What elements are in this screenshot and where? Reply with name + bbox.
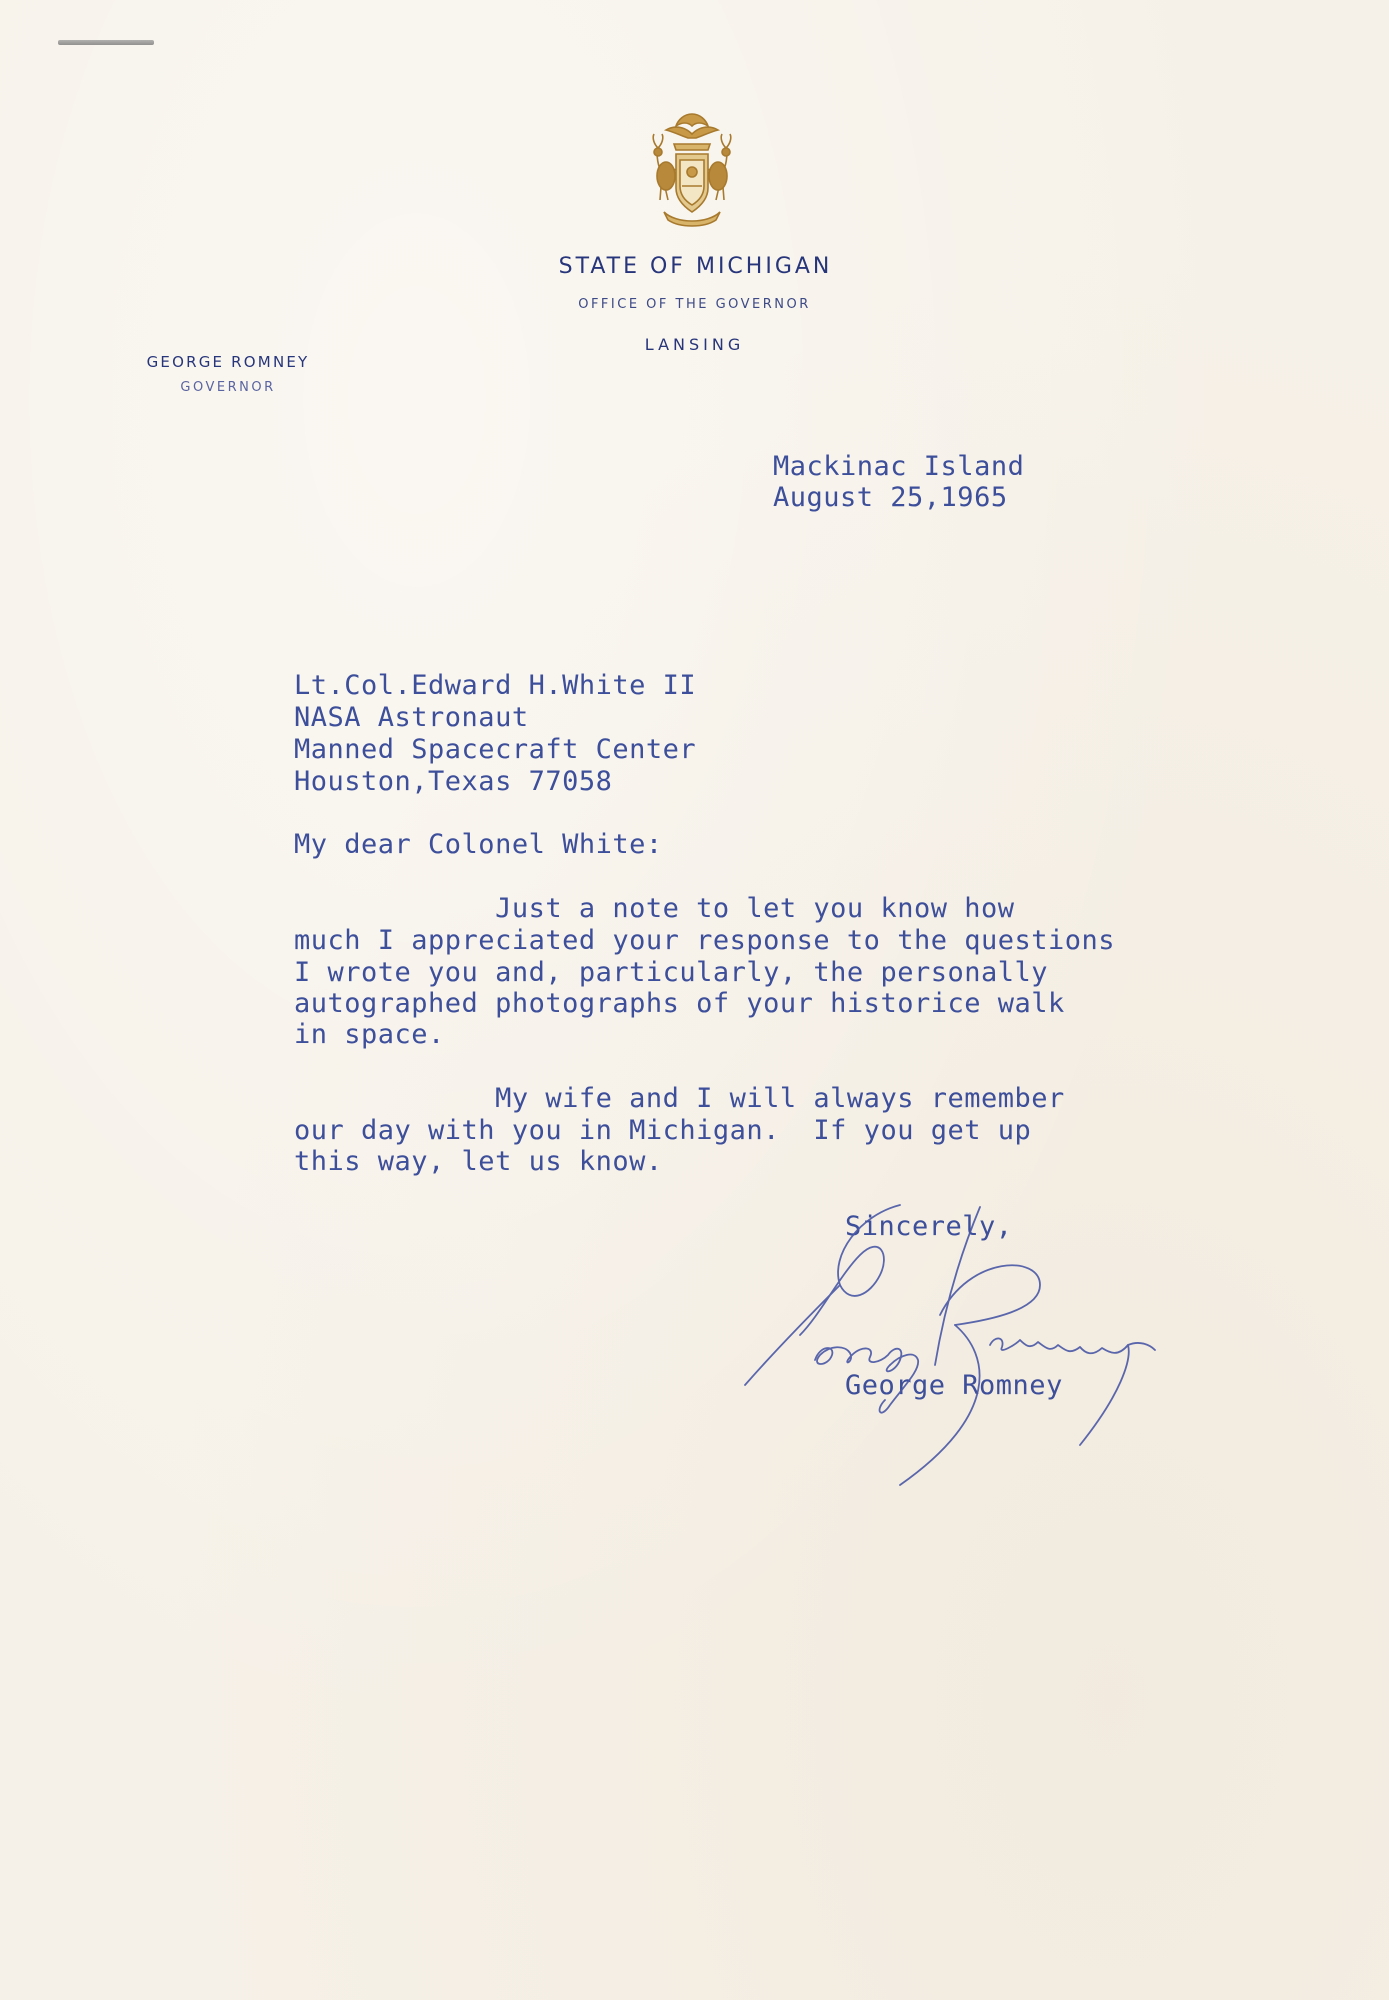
body-line: autographed photographs of your historice walk [294, 988, 1065, 1019]
letterhead-city: LANSING [644, 335, 745, 354]
valediction: Sincerely, [845, 1211, 1013, 1242]
typed-name: George Romney [845, 1370, 1063, 1401]
recipient-line: Houston,Texas 77058 [294, 766, 613, 797]
handwritten-signature [740, 1195, 1260, 1495]
staple-mark [58, 40, 154, 45]
michigan-state-seal-icon [636, 108, 748, 232]
body-line: I wrote you and, particularly, the personally [294, 957, 1048, 988]
dateline-date: August 25,1965 [773, 482, 1008, 513]
letterhead-office: OFFICE OF THE GOVERNOR [578, 297, 811, 312]
governor-title: GOVERNOR [180, 380, 276, 395]
dateline-place: Mackinac Island [773, 451, 1025, 482]
recipient-line: Lt.Col.Edward H.White II [294, 670, 697, 701]
body-line: our day with you in Michigan. If you get up [294, 1115, 1032, 1146]
recipient-line: Manned Spacecraft Center [294, 734, 697, 765]
body-line: in space. [294, 1019, 445, 1050]
recipient-line: NASA Astronaut [294, 702, 529, 733]
body-line: much I appreciated your response to the questions [294, 925, 1116, 956]
salutation: My dear Colonel White: [294, 829, 663, 860]
body-line: this way, let us know. [294, 1146, 663, 1177]
letterhead-state: STATE OF MICHIGAN [558, 254, 833, 279]
governor-name: GEORGE ROMNEY [146, 353, 310, 371]
body-line: Just a note to let you know how [294, 893, 1015, 924]
body-line: My wife and I will always remember [294, 1083, 1065, 1114]
